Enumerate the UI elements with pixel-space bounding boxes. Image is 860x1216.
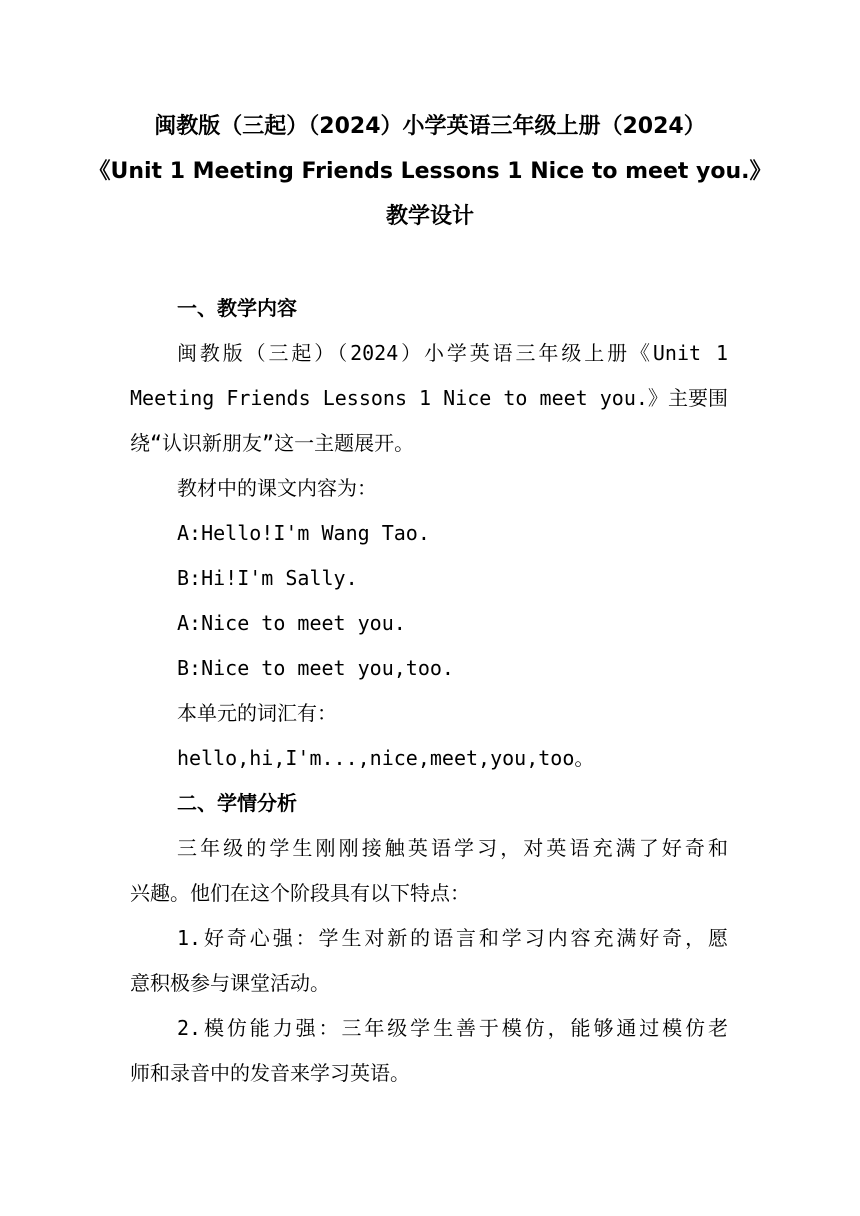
document-title-line-1: 闽教版（三起）（2024）小学英语三年级上册（2024） (154, 114, 706, 139)
vocabulary-intro: 本单元的词汇有： (177, 701, 337, 725)
section-2-paragraph-3-line-2: 师和录音中的发音来学习英语。 (130, 1061, 410, 1085)
dialogue-line: B:Nice to meet you,too. (177, 656, 454, 680)
document-title-line-3: 教学设计 (385, 204, 474, 229)
section-2-heading: 二、学情分析 (177, 791, 297, 815)
section-1-heading: 一、教学内容 (177, 296, 297, 320)
section-2-paragraph-1-line-2: 兴趣。他们在这个阶段具有以下特点： (130, 881, 470, 905)
section-1-intro-line-3: 绕“认识新朋友”这一主题展开。 (130, 431, 415, 455)
section-1-intro-line-2: Meeting Friends Lessons 1 Nice to meet you.》主要围 (130, 386, 728, 410)
document-title-line-2: 《Unit 1 Meeting Friends Lessons 1 Nice to meet you.》 (88, 159, 772, 184)
vocabulary-list: hello,hi,I'm...,nice,meet,you,too。 (177, 746, 595, 770)
text-content-intro: 教材中的课文内容为： (177, 476, 377, 500)
dialogue-line: A:Hello!I'm Wang Tao. (177, 521, 430, 545)
section-2-paragraph-2-line-1: 1.好奇心强：学生对新的语言和学习内容充满好奇，愿 (177, 926, 728, 950)
dialogue-line: A:Nice to meet you. (177, 611, 406, 635)
section-2-paragraph-1-line-1: 三年级的学生刚刚接触英语学习，对英语充满了好奇和 (177, 836, 728, 860)
section-2-paragraph-2-line-2: 意积极参与课堂活动。 (130, 971, 330, 995)
section-2-paragraph-3-line-1: 2.模仿能力强：三年级学生善于模仿，能够通过模仿老 (177, 1016, 728, 1040)
dialogue-line: B:Hi!I'm Sally. (177, 566, 358, 590)
section-1-intro-line-1: 闽教版（三起）（2024）小学英语三年级上册《Unit 1 (177, 341, 728, 365)
